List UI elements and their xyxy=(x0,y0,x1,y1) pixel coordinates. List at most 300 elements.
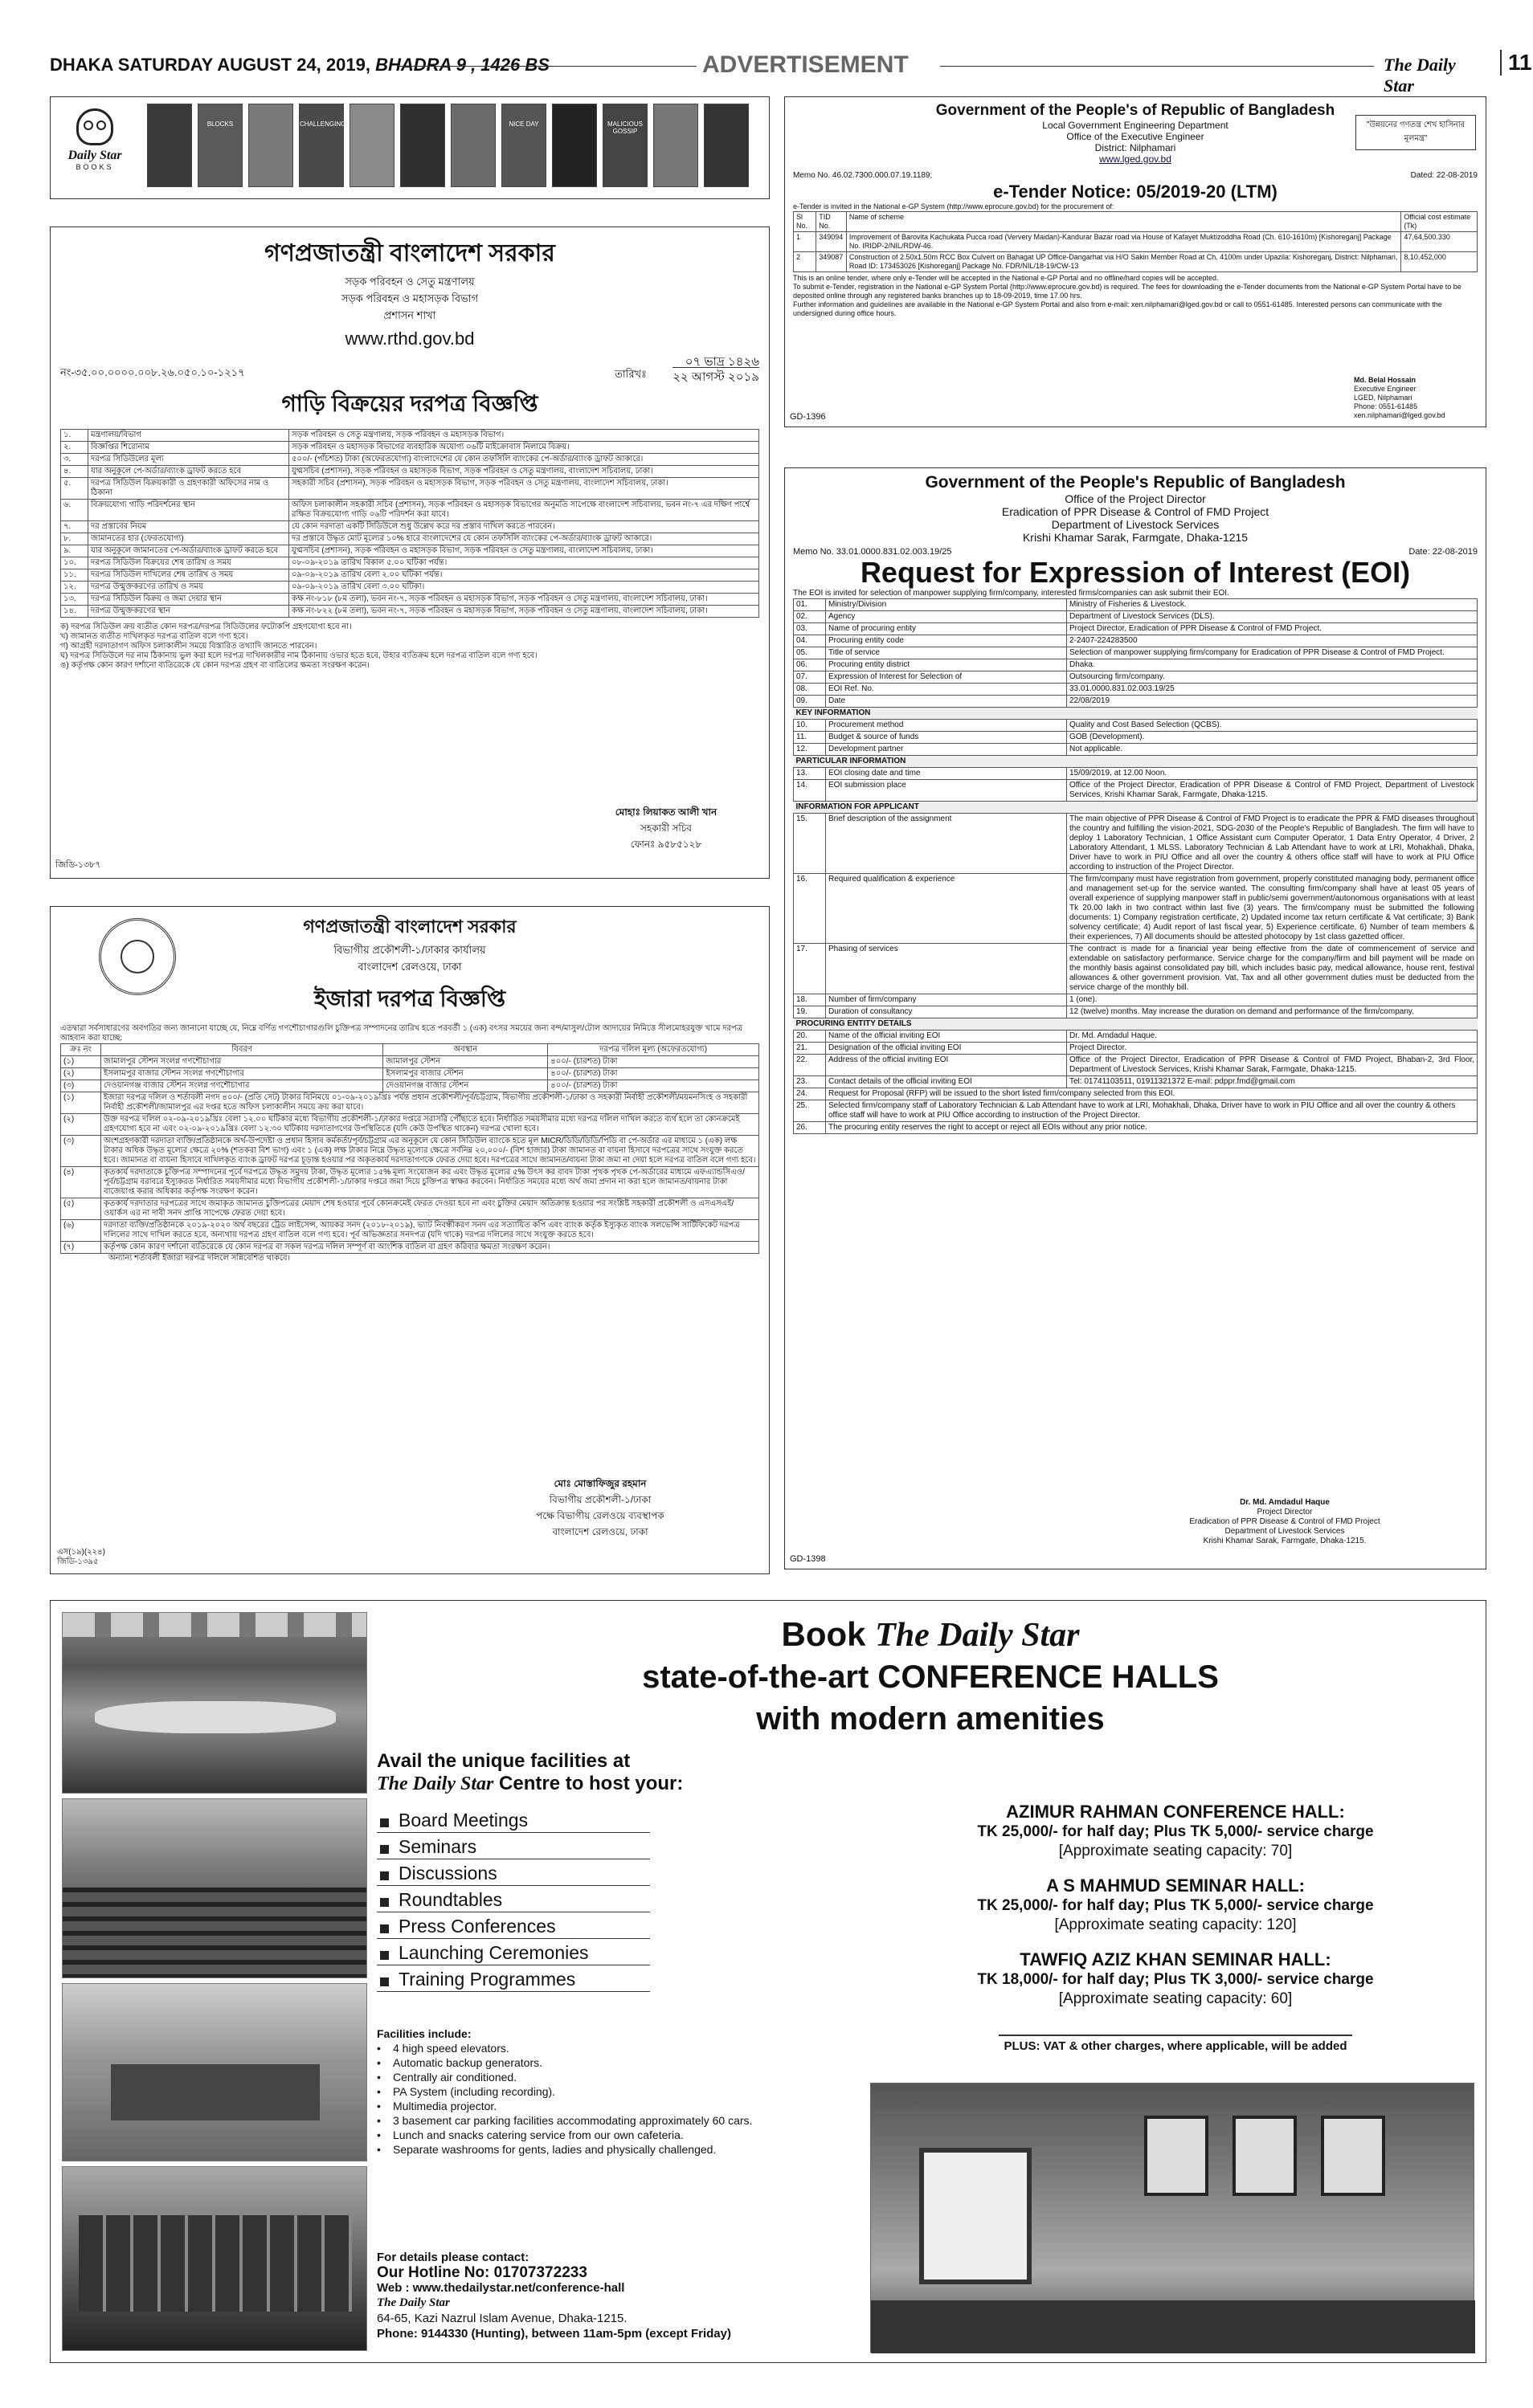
table-row xyxy=(61,466,759,478)
lged-slogan: "উন্নয়নের গণতন্ত্র শেখ হাসিনার মূলমন্ত্র" xyxy=(1355,115,1476,150)
books-logo xyxy=(59,108,131,189)
facilities-block xyxy=(377,2026,779,2157)
table-cell: ৪০০/- (চারশত) টাকা xyxy=(548,1056,759,1068)
lged-note: To submit e-Tender, registration in the National e-GP System Portal (http://www.eprocure.gov.bd) is required. The fees for downloading the e-Tender documents from the National e-GP System Portal have to be deposited online through any registered banks branches up to 18-09-2019, time 17.00 hrs. xyxy=(793,283,1461,300)
clause-text: ইজারা দরপত্র দলিল ও শর্তাবলী নগদ ৪০০/- (প্রতি সেট) টাকার বিনিময়ে ০১-০৯-২০১৯খ্রিঃ পর্যন্ত প্রধান প্রকৌশলী/পূর্ব/চট্টগ্রাম, বিভাগীয় প্রকৌশলী-১/ঢাকা ও সহকারী নির্বাহী প্রকৌশলী/ময়মনসিংহ ও সহকারী নির্বাহী প্রকৌশলী/জামালপুর এর দপ্তর হতে অফিস চলাকালীন সময়ে ক্রয় করা যাবে। xyxy=(101,1092,759,1114)
bullet-square-icon xyxy=(380,1818,389,1827)
hall-portraits-photo xyxy=(870,2083,1474,2353)
book-cover[interactable] xyxy=(704,104,749,187)
lged-note: This is an online tender, where only e-Tender will be accepted in the National e-GP Portal and no offline/hard copies will be accepted. xyxy=(793,274,1219,282)
hotline[interactable]: Our Hotline No: 01707372233 xyxy=(377,2264,587,2281)
bengali-date: BHADRA 9 , 1426 BS xyxy=(375,55,550,75)
table-cell: 47,64,500.330 xyxy=(1401,232,1478,252)
row-number: ৯. xyxy=(61,545,88,557)
table-cell: ৪০০/- (চারশত) টাকা xyxy=(548,1068,759,1080)
web-link[interactable]: Web : www.thedailystar.net/conference-hall xyxy=(377,2281,625,2295)
table-row xyxy=(61,430,759,442)
row-number: 11. xyxy=(794,732,826,744)
event-label: Training Programmes xyxy=(399,1969,576,1990)
eoi-intro: The EOI is invited for selection of manpower supplying firm/company, interested firms/companies can ask submit their EOI. xyxy=(793,589,1229,598)
facility-label: Centrally air conditioned. xyxy=(393,2071,517,2084)
facility-item xyxy=(377,2084,779,2099)
eoi-table xyxy=(793,598,1478,1134)
books-banner xyxy=(50,96,770,199)
row-label: দরপত্র সিডিউল দাখিলের শেষ তারিখ ও সময় xyxy=(88,569,289,582)
row-text: The procuring entity reserves the right to accept or reject all EOIs without any prior notice. xyxy=(826,1122,1478,1134)
book-cover[interactable] xyxy=(248,104,293,187)
row-value: 15/09/2019, at 12.00 Noon. xyxy=(1067,768,1478,780)
row-label: Duration of consultancy xyxy=(826,1006,1067,1018)
row-label: বিজ্ঞপ্তির শিরোনাম xyxy=(88,442,289,454)
lged-etender-ad xyxy=(784,96,1486,427)
row-text: Request for Proposal (RFP) will be issued to the short listed firm/company selected from this EOI. xyxy=(826,1088,1478,1100)
daily-star-logo: The Daily Star xyxy=(875,1617,1080,1654)
eoi-line2: Eradication of PPR Disease & Control of FMD Project xyxy=(1001,505,1269,518)
row-value: The firm/company must have registration from government, properly constituted managing body, permanent office and management set-up for the service wanted. The consulting firm/company shall have at least 05 years of overall experience of supplying manpower staff in public/semi government/autonomous organisations with at least Tk 20.00 lakh in two contract within last five (3) years. The firm/company must be submitted the following documents: 1) Company registration certificate, 2) Updated income tax return certificate & Vat certificate; 3) Bank solvency certificate; 4) Audit report of last fiscal year, 5) Experience certificate, 6) Number of team members & their experiences, 7) All documents should be attested photocopy by 1st class gazetted officer. xyxy=(1067,874,1478,944)
row-value: কক্ষ নং-৮২২ (৮ম তলা), ভবন নং-৭, সড়ক পরিবহন ও মহাসড়ক বিভাগ, সড়ক পরিবহন ও সেতু মন্ত্রণালয়, বাংলাদেশ সচিবালয়, ঢাকা। xyxy=(289,606,759,618)
row-label: দরপত্র সিডিউল বিক্রয়ের শেষ তারিখ ও সময় xyxy=(88,557,289,569)
clause-number: (৪) xyxy=(61,1167,101,1198)
dateline: DHAKA SATURDAY AUGUST 24, 2019, xyxy=(50,55,370,75)
row-number: 21. xyxy=(794,1043,826,1055)
row-number: 03. xyxy=(794,623,826,635)
seminar-hall-photo xyxy=(62,1798,367,1978)
row-value: অফিস চলাকালীন সহকারী সচিব (প্রশাসন), সড়ক পরিবহন ও মহাসড়ক বিভাগের অনুমতি সাপেক্ষে বাংলাদেশ সচিবালয়, ভবন নং-৭ এর দক্ষিণ পার্শ্বে রক্ষিত বিক্রয়যোগ্য গাড়ি ০৬টি পরিদর্শন করা যাবে। xyxy=(289,500,759,521)
table-cell: দেওয়ানগঞ্জ বাজার স্টেশন সংলগ্ন গণশৌচাগার xyxy=(101,1080,383,1092)
hall-name: AZIMUR RAHMAN CONFERENCE HALL: xyxy=(1006,1802,1345,1822)
lged-signer-line: xen.nilphamari@lged.gov.bd xyxy=(1354,411,1445,419)
avail-brand: The Daily Star xyxy=(377,1773,494,1794)
row-value: The main objective of PPR Disease & Control of FMD Project is to eradicate the PPR & FMD diseases throughout the country and fulfilling the vision-2021, SDG-2030 of the People's Republic of Bangladesh. The firm will have to deploy 1 Laboratory Technician, 1 Office Assistant cum Computer Operator, 1 Data Entry Operator, 4 Driver, 2 Laboratory Attendant, 1 MLSS. Laboratory Technician & Lab Attendant have to work at LRI, Mohakhali, Dhaka, Driver have to work in PIU Office and all over the country & others office staff will have to work at PIU Office according to instruction of the Project Director. xyxy=(1067,814,1478,874)
book-cover[interactable]: NICE DAY xyxy=(501,104,546,187)
halls-list xyxy=(878,1802,1473,2023)
hall-price: TK 18,000/- for half day; Plus TK 3,000/- service charge xyxy=(977,1971,1374,1988)
clause-number: (১) xyxy=(61,1092,101,1114)
table-row xyxy=(794,1006,1478,1018)
row-label: EOI Ref. No. xyxy=(826,684,1067,696)
event-label: Discussions xyxy=(399,1863,497,1884)
hall-block xyxy=(878,1875,1473,1935)
book-cover[interactable]: CHALLENGING xyxy=(299,104,344,187)
row-value: 33.01.0000.831.02.003.19/25 xyxy=(1067,684,1478,696)
facility-label: 3 basement car parking facilities accommodating approximately 60 cars. xyxy=(393,2114,753,2127)
clause-text: কর্তৃপক্ষ কোন কারণ দর্শানো ব্যতিরেকে যে কোন দরপত্র বা সকল দরপত্র দলিল সম্পূর্ণ বা আংশিক বাতিল বা গ্রহণ করিবার ক্ষমতা সংরক্ষণ করেন। xyxy=(101,1242,759,1254)
hall-price: TK 25,000/- for half day; Plus TK 5,000/- service charge xyxy=(977,1897,1374,1914)
row-value: কক্ষ নং-৮১৮ (৮ম তলা), ভবন নং-৭, সড়ক পরিবহন ও মহাসড়ক বিভাগ, সড়ক পরিবহন ও সেতু মন্ত্রণালয়, বাংলাদেশ সচিবালয়, ঢাকা। xyxy=(289,594,759,606)
row-number: 10. xyxy=(794,720,826,732)
table-cell: 1 xyxy=(794,232,816,252)
table-cell: ইসলামপুর বাজার স্টেশন xyxy=(383,1068,548,1080)
row-label: দরপত্র সিডিউলের মূল্য xyxy=(88,454,289,466)
contact-brand: The Daily Star xyxy=(377,2296,450,2309)
book-cover[interactable]: MALICIOUS GOSSIP xyxy=(603,104,648,187)
row-number: ১. xyxy=(61,430,88,442)
books-logo-name: Daily Star xyxy=(67,149,122,162)
row-label: Required qualification & experience xyxy=(826,874,1067,944)
hall-capacity: [Approximate seating capacity: 60] xyxy=(1058,1990,1293,2007)
row-number: 12. xyxy=(794,744,826,756)
railway-closing: অন্যান্য শর্তাবলী ইজারা দরপত্র দলিলে সন্নিবেশিত থাকবে। xyxy=(108,1254,291,1263)
facility-item xyxy=(377,2070,779,2084)
event-label: Press Conferences xyxy=(399,1916,556,1937)
rthd-note: খ) জামানত ব্যতীত দাখিলকৃত দরপত্র বাতিল বলে গণ্য হবে। xyxy=(60,632,248,641)
railway-sign2: বিভাগীয় প্রকৌশলী-১/ঢাকা xyxy=(549,1494,652,1505)
table-row xyxy=(61,521,759,533)
row-value: Dr. Md. Amdadul Haque. xyxy=(1067,1031,1478,1043)
eoi-memo: Memo No. 33.01.0000.831.02.003.19/25 xyxy=(793,547,952,557)
rthd-gd: জিডি-১৩৮৭ xyxy=(55,860,101,870)
eoi-signature xyxy=(1148,1498,1421,1546)
event-label: Roundtables xyxy=(399,1889,503,1910)
railway-sign4: বাংলাদেশ রেলওয়ে, ঢাকা xyxy=(552,1526,648,1537)
row-number: 20. xyxy=(794,1031,826,1043)
rthd-title: গাড়ি বিক্রয়ের দরপত্র বিজ্ঞপ্তি xyxy=(281,391,538,416)
table-row xyxy=(794,944,1478,994)
lged-title: e-Tender Notice: 05/2019-20 (LTM) xyxy=(993,182,1278,202)
railway-tender-ad xyxy=(50,906,770,1574)
event-label: Seminars xyxy=(399,1836,477,1857)
event-item xyxy=(377,1859,650,1886)
bullet-icon: • xyxy=(377,2042,381,2055)
facilities-title: Facilities include: xyxy=(377,2027,472,2040)
table-cell: 2 xyxy=(794,252,816,272)
lged-signer-line: Phone: 0551-61485 xyxy=(1354,402,1418,410)
bullet-icon: • xyxy=(377,2100,381,2112)
eoi-ad xyxy=(784,467,1486,1569)
row-value: সহকারী সচিব (প্রশাসন), সড়ক পরিবহন ও মহাসড়ক বিভাগ, সড়ক পরিবহন ও সেতু মন্ত্রণালয়, বাংলাদেশ সচিবালয়, ঢাকা। xyxy=(289,478,759,500)
row-number: 15. xyxy=(794,814,826,874)
clause-number: (২) xyxy=(61,1114,101,1136)
row-label: দর প্রস্তাবের নিয়ম xyxy=(88,521,289,533)
conference-headline xyxy=(388,1614,1473,1740)
clause-text: অংশগ্রহণকারী দরদাতা ব্যক্তি/প্রতিষ্ঠানকে অর্থ-উপদেষ্টা ও প্রধান হিসাব কর্মকর্তা/পূর্ব/চট্টগ্রাম এর অনুকূলে যে কোন সিডিউল ব্যাংকে হতে মূল MICR/ডিডি/ডিডি/পিডি বা পে-অর্ডার এর মাধ্যমে ১ (এক) লক্ষ টাকার অধিক উদ্ধৃত মূল্যের ক্ষেত্রে ২০% (শতকরা বিশ ভাগ) এবং ১ (এক) লক্ষ টাকার নিম্নে উদ্ধৃত মূল্যের ক্ষেত্রে সর্বনিম্ন ২০,০০০/- (বিশ হাজার) টাকা জামানত বা বায়না হিসাবে দরপত্রের সাথে সংযুক্ত করতে হবে। জামানত বা বায়না হিসাবে দাখিলকৃত ব্যাংক ড্রাফট দরপত্র চূড়ান্ত হওয়ার পর অকৃতকার্য দরদাতাগণকে ফেরত দেয়া হবে। দরপত্রের সাথে জামানত/বায়না টাকা জমা না দেয়া হলে দরপত্র বাতিল বলে গণ্য হবে। xyxy=(101,1136,759,1167)
facility-label: 4 high speed elevators. xyxy=(393,2042,509,2055)
row-label: Procurement method xyxy=(826,720,1067,732)
row-label: যার অনুকূলে জামানতের পে-অর্ডার/ব্যাংক ড্রাফট করতে হবে xyxy=(88,545,289,557)
event-item xyxy=(377,1965,650,1992)
section-heading: INFORMATION FOR APPLICANT xyxy=(794,802,1478,814)
row-number: 05. xyxy=(794,647,826,659)
lged-gd: GD-1396 xyxy=(790,412,826,422)
facility-item xyxy=(377,2099,779,2113)
paper-logo: The Daily Star xyxy=(1384,55,1456,96)
table-row xyxy=(794,671,1478,684)
row-value: Outsourcing firm/company. xyxy=(1067,671,1478,684)
facility-label: PA System (including recording). xyxy=(393,2085,556,2098)
facility-item xyxy=(377,2041,779,2055)
row-number: 01. xyxy=(794,599,826,611)
section-heading: KEY INFORMATION xyxy=(794,708,1478,720)
avail-line1: Avail the unique facilities at xyxy=(377,1750,631,1772)
railway-signer: মোঃ মোস্তাফিজুর রহমান xyxy=(554,1478,647,1489)
table-row xyxy=(794,696,1478,708)
row-value: সড়ক পরিবহন ও সেতু মন্ত্রণালয়, সড়ক পরিবহন ও মহাসড়ক বিভাগ। xyxy=(289,430,759,442)
event-item xyxy=(377,1912,650,1939)
hall-name: A S MAHMUD SEMINAR HALL: xyxy=(1046,1875,1305,1896)
railway-col-header: ক্রঃ নং xyxy=(61,1044,101,1056)
railway-org: বাংলাদেশ রেলওয়ে, ঢাকা xyxy=(358,961,462,973)
eoi-signer-line: Project Director xyxy=(1257,1508,1313,1516)
table-row xyxy=(794,1043,1478,1055)
row-value: 12 (twelve) months. May increase the duration on demand and performance of the firm/company. xyxy=(1067,1006,1478,1018)
bullet-square-icon xyxy=(380,1977,389,1986)
lged-col-header: Official cost estimate (Tk) xyxy=(1401,212,1478,232)
eoi-gd: GD-1398 xyxy=(790,1554,826,1564)
rthd-phone: ফোনঃ ৯৫৮৫১২৮ xyxy=(630,839,702,850)
book-cover[interactable] xyxy=(400,104,445,187)
table-row xyxy=(794,1088,1478,1100)
row-label: EOI closing date and time xyxy=(826,768,1067,780)
row-label: জামানতের হার (ফেরতযোগ্য) xyxy=(88,533,289,545)
row-number: 22. xyxy=(794,1055,826,1076)
row-value: Quality and Cost Based Selection (QCBS). xyxy=(1067,720,1478,732)
row-label: দরপত্র উন্মুক্তকরণের তারিখ ও সময় xyxy=(88,582,289,594)
row-number: 04. xyxy=(794,635,826,647)
row-number: ৮. xyxy=(61,533,88,545)
bullet-square-icon xyxy=(380,1951,389,1960)
table-row xyxy=(794,708,1478,720)
railway-col-header: বিবরণ xyxy=(101,1044,383,1056)
row-label: Name of the official inviting EOI xyxy=(826,1031,1067,1043)
hall-block xyxy=(878,1802,1473,1861)
hall-price: TK 25,000/- for half day; Plus TK 5,000/- service charge xyxy=(977,1823,1374,1840)
row-number: 07. xyxy=(794,671,826,684)
table-row xyxy=(61,606,759,618)
row-number: 25. xyxy=(794,1100,826,1122)
section-label: ADVERTISEMENT xyxy=(702,51,909,78)
table-row xyxy=(794,994,1478,1006)
clause-row xyxy=(61,1220,759,1242)
railway-emblem-icon xyxy=(99,918,176,995)
row-label: দরপত্র সিডিউল বিক্রয় ও জমা দেয়ার স্থান xyxy=(88,594,289,606)
table-cell: (১) xyxy=(61,1056,101,1068)
table-row xyxy=(61,594,759,606)
hall-capacity: [Approximate seating capacity: 70] xyxy=(1058,1843,1293,1859)
row-value: ৫০০/- (পাঁচশত) টাকা (অফেরতযোগ্য) বাংলাদেশের যে কোন তফসিলি ব্যাংকের পে-অর্ডার/ব্যাংক ড্রাফট আকারে। xyxy=(289,454,759,466)
table-row xyxy=(61,478,759,500)
row-label: Name of procuring entity xyxy=(826,623,1067,635)
table-cell: জামালপুর স্টেশন সংলগ্ন গণশৌচাগার xyxy=(101,1056,383,1068)
bullet-icon: • xyxy=(377,2128,381,2141)
row-label: Ministry/Division xyxy=(826,599,1067,611)
facility-label: Multimedia projector. xyxy=(393,2100,497,2112)
contact-phone[interactable]: Phone: 9144330 (Hunting), between 11am-5pm (except Friday) xyxy=(377,2327,731,2341)
table-row xyxy=(61,533,759,545)
row-number: 24. xyxy=(794,1088,826,1100)
lged-memo: Memo No. 46.02.7300.000.07.19.1189; xyxy=(793,171,933,180)
clause-row xyxy=(61,1114,759,1136)
row-label: Procuring entity code xyxy=(826,635,1067,647)
rthd-note: ঘ) দরপত্র সিডিউলে দর নাম ঠিকানায় ভুল করা হলে দরপত্র দাখিলকারীর নাম ঠিকানায় ওভার হতে হবে, উহার ব্যতিক্রম হলে দরপত্র বাতিল বলে গণ্য হবে। xyxy=(60,651,538,660)
rthd-division: সড়ক পরিবহন ও মহাসড়ক বিভাগ xyxy=(341,292,479,304)
table-cell: দেওয়ানগঞ্জ বাজার স্টেশন xyxy=(383,1080,548,1092)
table-row xyxy=(794,1122,1478,1134)
bullet-icon: • xyxy=(377,2056,381,2069)
row-value: Office of the Project Director, Eradication of PPR Disease & Control of FMD Project, Bhaban-2, 3rd Floor, Department of Livestock Services, Krishi Khamar Sarak, Farmgate, Dhaka-1215. xyxy=(1067,1055,1478,1076)
rthd-heading: গণপ্রজাতন্ত্রী বাংলাদেশ সরকার xyxy=(264,240,555,267)
row-text: Selected firm/company staff of Laboratory Technician & Lab Attendant have to work at LRI, Mohakhali, Dhaka, Driver have to work in PIU Office and all over the country & others office staff will have to work at PIU Office according to instruction of the Project Director. xyxy=(826,1100,1478,1122)
rthd-url[interactable]: www.rthd.gov.bd xyxy=(345,329,475,349)
row-value: The contract is made for a financial year being effective from the date of commencement of service and extendable on satisfactory performance. Service charge for the company/firm and bill payment will be made on the monthly basis against consolidated pay bill, which includes basic pay, medical allowance, house rent, festival allowances & other government provision. Vat, Tax and all other government duties must be deducted from the service charge of the monthly bill. xyxy=(1067,944,1478,994)
row-value: Dhaka. xyxy=(1067,659,1478,671)
railway-intro: এতদ্বারা সর্বসাধারণের অবগতির জন্য জানানো যাচ্ছে যে, নিম্নে বর্ণিত গণশৌচাগারগুলি চুক্তিপত্র সম্পাদনের তারিখ হতে পরবর্তী ১ (এক) বৎসর সময়ের জন্য বন্দ/মাসুল/টোল আদায়ের নিমিত্তে সীলমোহরযুক্ত খামে দরপত্র আহবান করা যাচ্ছে: xyxy=(60,1024,743,1043)
avail-block xyxy=(377,1750,795,1795)
lged-line3: District: Nilphamari xyxy=(1094,142,1176,153)
event-item xyxy=(377,1833,650,1859)
eoi-signer-line: Eradication of PPR Disease & Control of FMD Project xyxy=(1189,1517,1380,1526)
row-number: 26. xyxy=(794,1122,826,1134)
bullet-square-icon xyxy=(380,1924,389,1933)
row-number: 02. xyxy=(794,611,826,623)
table-cell: (২) xyxy=(61,1068,101,1080)
table-row xyxy=(794,635,1478,647)
book-cover[interactable]: BLOCKS xyxy=(198,104,243,187)
table-row xyxy=(61,582,759,594)
rthd-ministry: সড়ক পরিবহন ও সেতু মন্ত্রণালয় xyxy=(345,275,475,288)
events-list xyxy=(377,1806,650,1992)
row-label: দরপত্র উন্মুক্তকরণের স্থান xyxy=(88,606,289,618)
row-label: দরপত্র সিডিউল বিক্রয়কারী ও গ্রহণকারী অফিসের নাম ও ঠিকানা xyxy=(88,478,289,500)
table-row xyxy=(61,1080,759,1092)
facilities-list xyxy=(377,2041,779,2157)
table-row xyxy=(794,1018,1478,1031)
railway-heading: গণপ্রজাতন্ত্রী বাংলাদেশ সরকার xyxy=(303,916,517,937)
clause-text: উক্ত দরপত্র দলিল ০২-০৯-২০১৯খ্রিঃ বেলা ১২.০০ ঘটিকার মধ্যে বিভাগীয় প্রকৌশলী-১/ঢাকার দপ্তরে সরাসরি পৌঁছাতে হবে। নির্ধারিত সময়সীমার মধ্যে দরপত্র দলিল দাখিল করতে ব্যর্থ হলে তা কোনক্রমেই গ্রহণযোগ্য হবে না এবং ০২-০৯-২০১৯খ্রিঃ বেলা ১২.৩০ ঘটিকায় দরদাতাগণের উপস্থিতিতে (যদি কেউ উপস্থিত থাকেন) দরপত্র খোলা হবে। xyxy=(101,1114,759,1136)
table-row xyxy=(794,1055,1478,1076)
book-cover[interactable] xyxy=(350,104,394,187)
table-row xyxy=(794,768,1478,780)
facility-label: Separate washrooms for gents, ladies and physically challenged. xyxy=(393,2143,717,2156)
table-row xyxy=(794,647,1478,659)
book-cover[interactable] xyxy=(552,104,597,187)
table-row xyxy=(794,720,1478,732)
row-value: Ministry of Fisheries & Livestock. xyxy=(1067,599,1478,611)
hall-name: TAWFIQ AZIZ KHAN SEMINAR HALL: xyxy=(1020,1949,1331,1969)
book-cover[interactable] xyxy=(451,104,496,187)
railway-clauses xyxy=(60,1092,759,1254)
row-number: ১২. xyxy=(61,582,88,594)
lged-dated: Dated: 22-08-2019 xyxy=(1410,171,1478,180)
table-row xyxy=(794,756,1478,768)
table-row xyxy=(61,442,759,454)
table-cell: 8,10,452,000 xyxy=(1401,252,1478,272)
lged-col-header: Name of scheme xyxy=(846,212,1400,232)
table-row xyxy=(794,1100,1478,1122)
row-number: ৫. xyxy=(61,478,88,500)
masthead xyxy=(50,50,1532,96)
book-cover[interactable] xyxy=(653,104,698,187)
lged-notes xyxy=(793,274,1478,318)
rthd-date-en: ২২ আগস্ট ২০১৯ xyxy=(672,367,759,388)
row-number: ৭. xyxy=(61,521,88,533)
facility-item xyxy=(377,2113,779,2128)
railway-table xyxy=(60,1043,759,1092)
row-number: 06. xyxy=(794,659,826,671)
bullet-square-icon xyxy=(380,1898,389,1907)
row-number: 23. xyxy=(794,1076,826,1088)
row-value: যে কোন দরদাতা একটি সিডিউলে শুধু উল্লেখ করে দর প্রস্তাব দাখিল করতে পারবেন। xyxy=(289,521,759,533)
row-value: Selection of manpower supplying firm/company for Eradication of PPR Disease & Control of FMD Project. xyxy=(1067,647,1478,659)
rthd-note: গ) আগ্রহী দরদাতাগণ অফিস চলাকালীন সময়ে বিস্তারিত তথ্যাদি জানতে পারবেন। xyxy=(60,642,317,651)
row-number: ১০. xyxy=(61,557,88,569)
owl-icon xyxy=(76,108,113,145)
table-row xyxy=(61,557,759,569)
lged-col-header: Sl No. xyxy=(794,212,816,232)
table-row xyxy=(794,1031,1478,1043)
row-number: 16. xyxy=(794,874,826,944)
table-cell: ইসলামপুর বাজার স্টেশন সংলগ্ন গণশৌচাগার xyxy=(101,1068,383,1080)
table-cell: Construction of 2.50x1.50m RCC Box Culvert on Bahagat UP Office-Dangarhat via H/O Sakin Member Road at Ch. 4100m under Upazila: Kishoreganj, District: Nilphamari, Road ID: 173453026 [Kishoreganj] Package No. FDR/NIL/18-19/CW-13 xyxy=(846,252,1400,272)
table-row xyxy=(794,780,1478,802)
table-row xyxy=(794,659,1478,671)
bullet-icon: • xyxy=(377,2114,381,2127)
lged-note: Further information and guidelines are available in the National e-GP System Portal and also from e-mail: xen.nilphamari@lged.gov.bd or call to 0551-61485. Interested persons can communicate with the undersigned during office hours. xyxy=(793,300,1442,317)
facility-item xyxy=(377,2142,779,2157)
section-heading: PROCURING ENTITY DETAILS xyxy=(794,1018,1478,1031)
conference-room-photo xyxy=(62,1612,367,1794)
railway-refs xyxy=(57,1548,105,1567)
eoi-heading: Government of the People's Republic of Bangladesh xyxy=(925,473,1346,492)
row-label: Number of firm/company xyxy=(826,994,1067,1006)
railway-office: বিভাগীয় প্রকৌশলী-১/ঢাকার কার্যালয় xyxy=(333,944,486,956)
row-value: ০৮-০৯-২০১৯ তারিখ বিকাল ৫.০০ ঘটিকা পর্যন্ত। xyxy=(289,557,759,569)
table-cell: জামালপুর স্টেশন xyxy=(383,1056,548,1068)
table-row xyxy=(794,802,1478,814)
event-item xyxy=(377,1886,650,1912)
clause-text: কৃতকার্য দরদাতাকে চুক্তিপত্র সম্পাদনের পূর্বে দরপত্রে উদ্ধৃত সমুদয় টাকা, উদ্ধৃত মূল্যের ১৫% মূল্য সংযোজন কর এবং উদ্ধৃত মূল্যের ৫% উৎস কর বাবদ টাকা পৃথক পৃথক পে-অর্ডারের মাধ্যমে এফএ্যান্ডসিএও/পূর্ব/চট্টগ্রাম বরাবরে ইস্যুকরত নির্ধারিত সময়সীমার মধ্যে বিভাগীয় প্রকৌশলী-১/ঢাকার দপ্তরে জমা দিয়ে চুক্তিপত্র স্বাক্ষর করবেন। নির্ধারিত সময়ের মধ্যে অর্থ জমা প্রদান না করা হলে জামানত/বায়নার টাকা বাজেয়াপ্ত করার অধিকার কর্তৃপক্ষ সংরক্ষণ করেন। xyxy=(101,1167,759,1198)
table-row xyxy=(794,732,1478,744)
row-label: Phasing of services xyxy=(826,944,1067,994)
table-row xyxy=(61,454,759,466)
table-row xyxy=(61,545,759,557)
table-cell: 349087 xyxy=(816,252,847,272)
row-label: Brief description of the assignment xyxy=(826,814,1067,874)
lged-signer-line: LGED, Nilphamari xyxy=(1354,394,1412,402)
row-value: Tel: 01741103511, 01911321372 E-mail: pdppr.fmd@gmail.com xyxy=(1067,1076,1478,1088)
facility-label: Automatic backup generators. xyxy=(393,2056,542,2069)
clause-text: দরদাতা ব্যক্তি/প্রতিষ্ঠানকে ২০১৯-২০২০ অর্থ বছরের ট্রেড লাইসেন্স, আয়কর সনদ (২০১৮-২০১৯), ভ্যাট নিবন্ধীকরণ সনদ এর সত্যায়িত কপি এবং ব্যাংক কর্তৃক ইস্যুকৃত ব্যাংক সলভেন্সি সার্টিফিকেট দরপত্র দলিলের সাথে দাখিল করতে হবে, অন্যথায় দরপত্র গ্রহণ বাতিল বলে গণ্য হবে। পূর্ব অভিজ্ঞতার সনদপত্র (যদি থাকে) দরপত্র দলিলের সাথে সংযুক্ত করতে হবে। xyxy=(101,1220,759,1242)
book-label: Book xyxy=(781,1615,866,1653)
row-number: ১১. xyxy=(61,569,88,582)
lged-line2: Office of the Executive Engineer xyxy=(1066,131,1204,142)
table-row xyxy=(794,684,1478,696)
row-number: 13. xyxy=(794,768,826,780)
rthd-note: ঙ) কর্তৃপক্ষ কোন কারণ দর্শানো ব্যতিরেকে যে কোন দরপত্র গ্রহণ বা বাতিলের ক্ষমতা সংরক্ষণ করেন। xyxy=(60,661,370,670)
table-row xyxy=(61,1068,759,1080)
rthd-tender-ad xyxy=(50,227,770,879)
row-value: 2-2407-224283500 xyxy=(1067,635,1478,647)
clause-row xyxy=(61,1242,759,1254)
clause-number: (৩) xyxy=(61,1136,101,1167)
row-label: Designation of the official inviting EOI xyxy=(826,1043,1067,1055)
row-label: Budget & source of funds xyxy=(826,732,1067,744)
railway-ref1: এস(১৯)(২২৪) xyxy=(57,1548,106,1557)
clause-row xyxy=(61,1167,759,1198)
clause-text: কৃতকার্য দরদাতার দরপত্রের সাথে জমাকৃত জামানত চুক্তিপত্রের মেয়াদ শেষ হওয়ার পূর্বে কোনক্রমেই ফেরত দেওয়া হবে না এবং চুক্তির মেয়াদ অতিক্রান্ত হওয়ার পর সংশ্লিষ্ট সহকারী প্রকৌশলী ও এসএসএই/ওয়ার্কস এর না দাবী সনদ প্রাপ্তি সাপেক্ষে ফেরত দেয়া হবে। xyxy=(101,1198,759,1220)
row-label: Date xyxy=(826,696,1067,708)
lged-signer-line: Executive Engineer xyxy=(1354,385,1416,393)
book-cover[interactable] xyxy=(147,104,192,187)
lged-heading: Government of the People's of Republic of Bangladesh xyxy=(935,102,1335,119)
railway-title: ইজারা দরপত্র বিজ্ঞপ্তি xyxy=(314,986,505,1011)
eoi-line4: Krishi Khamar Sarak, Farmgate, Dhaka-1215 xyxy=(1022,531,1249,544)
table-row xyxy=(794,232,1478,252)
row-value: GOB (Development). xyxy=(1067,732,1478,744)
conference-line3: with modern amenities xyxy=(756,1701,1105,1737)
bullet-icon: • xyxy=(377,2143,381,2156)
row-value: 1 (one). xyxy=(1067,994,1478,1006)
lged-url[interactable]: www.lged.gov.bd xyxy=(1099,153,1171,165)
